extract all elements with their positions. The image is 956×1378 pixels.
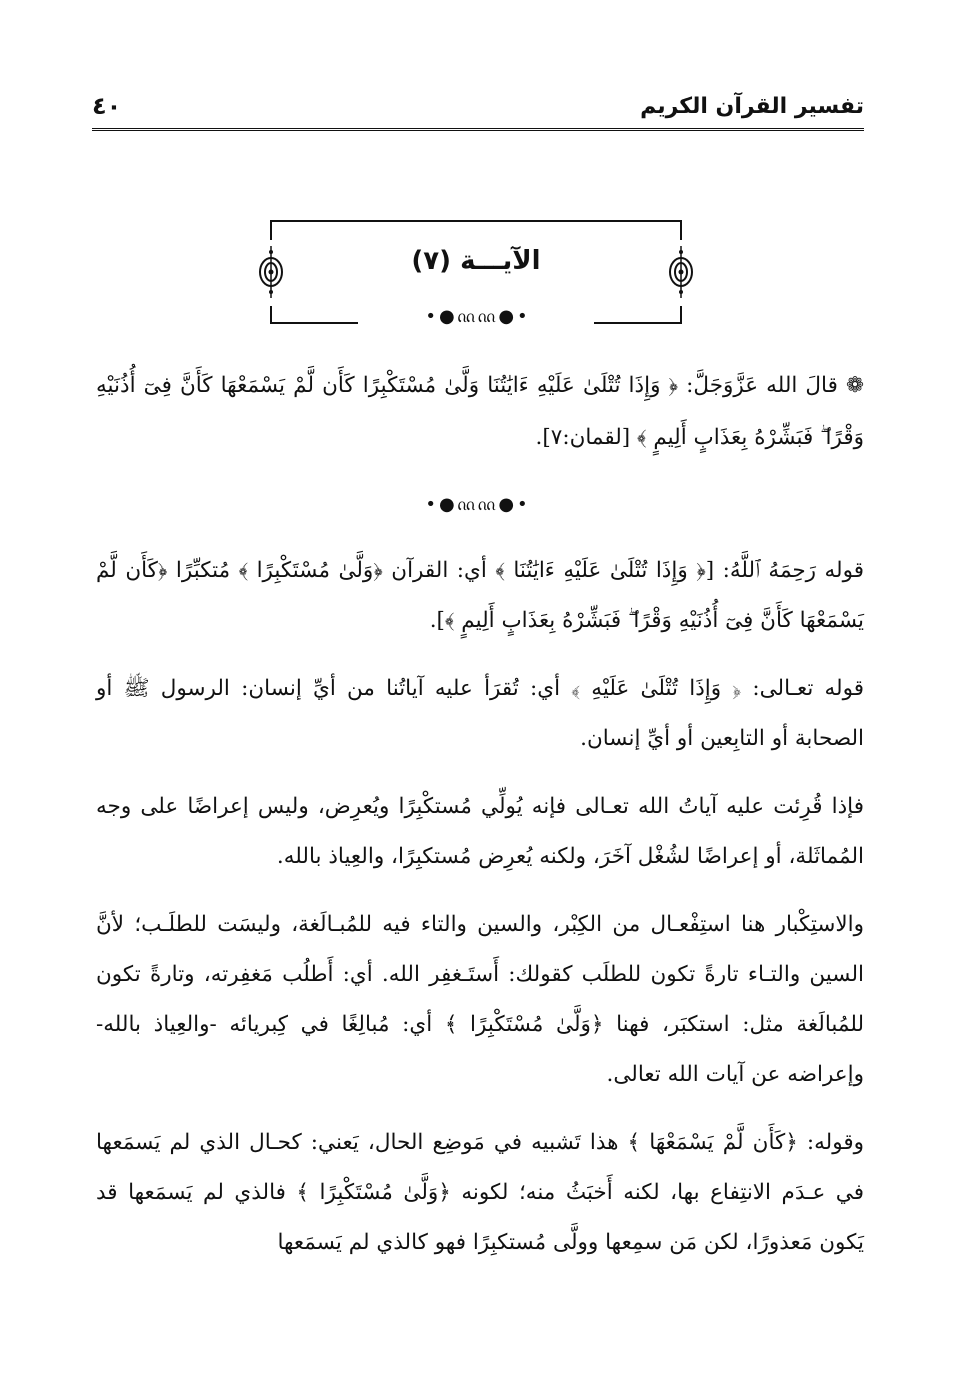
section-divider: •●ᦶᦶ●•	[425, 306, 531, 327]
paragraph: قوله تعـالى: ﴿ وَإِذَا تُتْلَىٰ عَلَيْهِ ﴾ أي: تُقرَأ عليه آياتُنا من أيِّ إنسان: الرسول ﷺ أو الصحابة أو التابِعين أو أيِّ إنسان.	[96, 676, 864, 751]
book-title: تفسير القرآن الكريم	[640, 94, 864, 119]
frame-border	[270, 220, 682, 222]
section-divider: •●ᦶᦶ●•	[425, 494, 531, 515]
paragraph: وقوله: ﴿كَأَن لَّمْ يَسْمَعْهَا ﴾ هذا تَشبيه في مَوضِع الحال، يَعني: كحـال الذي لم يَسمَعها في عـدَم الانتِفاع بها، لكنه أَخبَثُ منه؛ لكونه ﴿وَلَّىٰ مُسْتَكْبِرًا ﴾ فالذي لم يَسمَعها قد يَكون مَعذورًا، لكن مَن سمِعها وولَّى مُستكبِرًا فهو كالذي لم يَسمَعها	[96, 1130, 864, 1255]
frame-border	[270, 220, 272, 240]
frame-border	[680, 220, 682, 240]
paragraph: والاستِكْبار هنا استِفْعـال من الكِبْر، والسين والتاء فيه للمُبـالَغة، وليسَت للطلَـب؛ لأنَّ السين والتـاء تارةً تكون للطلَب كقولك: أَستَـغفِر الله. أي: أَطلُب مَغفِرته، وتارةً تكون للمُبالَغة مثل: استكبَر، فهنا ﴿وَلَّىٰ مُسْتَكْبِرًا ﴾ أي: مُبالِغًا في كِبريائه -والعِياذ بالله- وإعراضه عن آيات الله تعالى.	[96, 912, 864, 1087]
quran-verse: ❁ قالَ الله عَزَّوَجَلَّ: ﴿ وَإِذَا تُتْلَىٰ عَلَيْهِ ءَايَٰتُنَا وَلَّىٰ مُسْتَكْبِرًا كَأَن لَّمْ يَسْمَعْهَا كَأَنَّ فِىٓ أُذُنَيْهِ وَقْرًا ۖ فَبَشِّرْهُ بِعَذَابٍ أَلِيمٍ ﴾ [لقمان:٧].	[96, 373, 864, 450]
page-header	[92, 88, 864, 131]
paragraph: فإذا قُرِئت عليه آياتُ الله تعـالى فإنه يُولِّي مُستكْبِرًا ويُعرِض، وليس إعراضًا على وجه المُماثَلة، أو إعراضًا لشُغْل آخَرَ، ولكنه يُعرِض مُستكبِرًا، والعِياذ بالله.	[96, 794, 864, 869]
paragraph: قوله رَحِمَهُ ٱللَّهُ: [﴿ وَإِذَا تُتْلَىٰ عَلَيْهِ ءَايَٰتُنَا ﴾ أي: القرآن ﴿وَلَّىٰ مُسْتَكْبِرًا ﴾ مُتكبِّرًا ﴿كَأَن لَّمْ يَسْمَعْهَا كَأَنَّ فِىٓ أُذُنَيْهِ وَقْرًا ۖ فَبَشِّرْهُ بِعَذَابٍ أَلِيمٍ ﴾].	[96, 558, 864, 633]
page-number: ٤٠	[92, 92, 122, 120]
verse-heading: الآيـــة (٧)	[411, 246, 541, 276]
